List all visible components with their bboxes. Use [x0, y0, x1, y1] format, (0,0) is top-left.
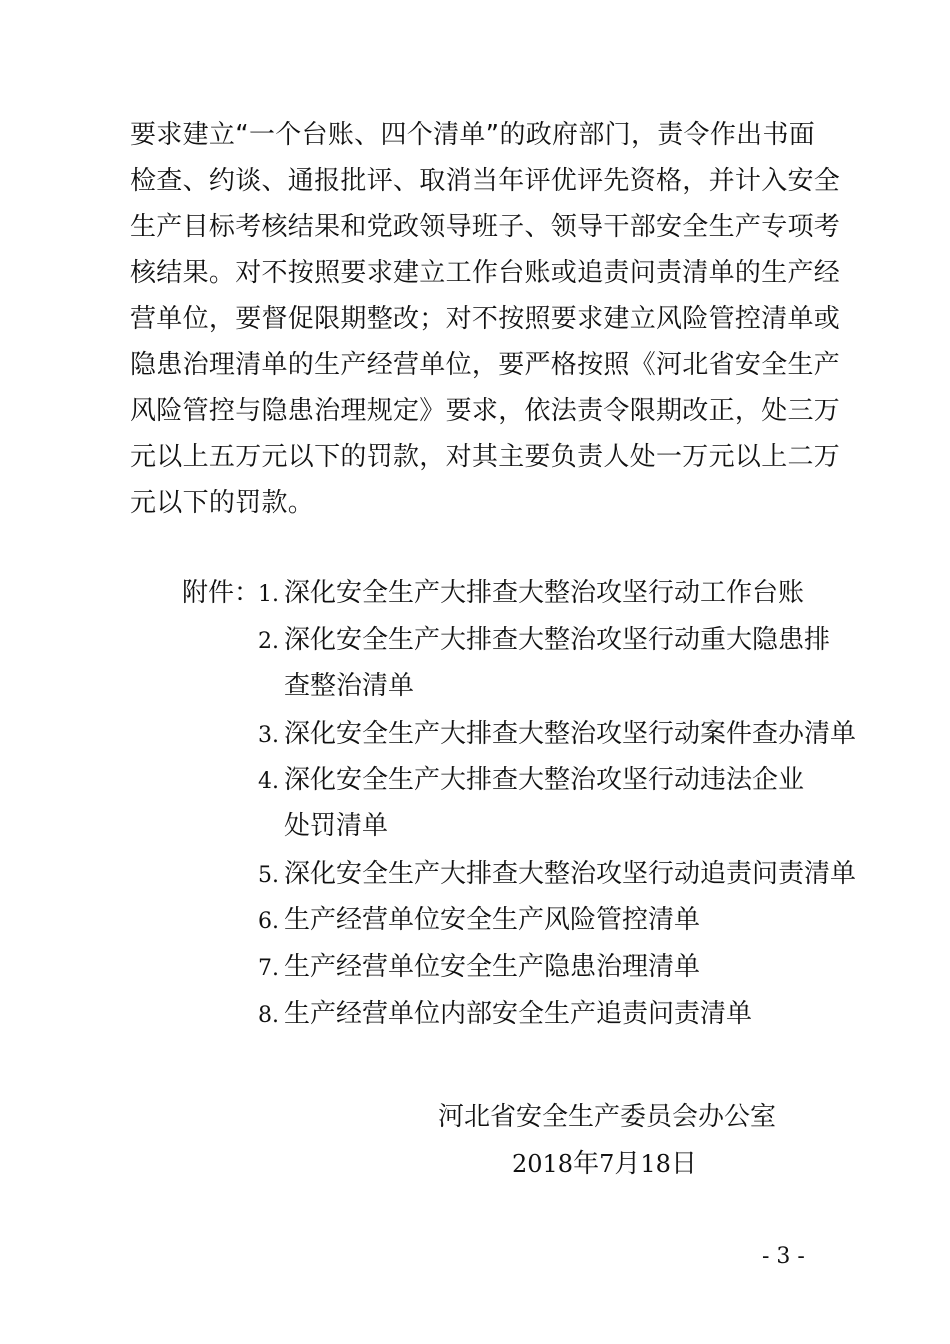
date-month-unit: 月 — [614, 1149, 641, 1179]
date-day: 18 — [640, 1150, 671, 1178]
attachment-title: 生产经营单位安全生产风险管控清单 — [284, 905, 701, 935]
body-line: 元以上五万元以下的罚款，对其主要负责人处一万元以上二万 — [130, 442, 841, 472]
attachment-item — [258, 944, 700, 992]
date-day-unit: 日 — [670, 1149, 697, 1179]
body-line: 检查、约谈、通报批评、取消当年评优评先资格，并计入安全 — [130, 166, 841, 196]
date-year: 2018 — [512, 1150, 574, 1178]
body-line: 风险管控与隐患治理规定》要求，依法责令限期改正，处三万 — [130, 396, 841, 426]
attachment-number: 2. — [258, 629, 279, 654]
attachment-item — [258, 711, 856, 759]
issue-date — [512, 1141, 697, 1187]
body-line: 隐患治理清单的生产经营单位，要严格按照《河北省安全生产 — [130, 350, 841, 380]
attachment-title-cont: 查整治清单 — [284, 671, 415, 701]
attachments-label: 附件： — [182, 578, 261, 608]
attachment-title: 深化安全生产大排查大整治攻坚行动工作台账 — [284, 578, 805, 608]
date-month: 7 — [599, 1150, 615, 1178]
attachment-title: 深化安全生产大排查大整治攻坚行动追责问责清单 — [284, 859, 857, 889]
body-line: 营单位，要督促限期整改；对不按照要求建立风险管控清单或 — [130, 304, 841, 334]
attachment-number: 5. — [258, 863, 279, 888]
attachment-item — [258, 617, 830, 709]
body-line: 核结果。对不按照要求建立工作台账或追责问责清单的生产经 — [130, 258, 841, 288]
attachment-number: 1. — [258, 582, 279, 607]
attachment-title: 生产经营单位内部安全生产追责问责清单 — [284, 999, 753, 1029]
attachment-number: 4. — [258, 769, 279, 794]
page-number: - 3 - — [762, 1244, 805, 1269]
attachment-number: 3. — [258, 723, 279, 748]
body-line: 生产目标考核结果和党政领导班子、领导干部安全生产专项考 — [130, 212, 841, 242]
attachment-title: 深化安全生产大排查大整治攻坚行动违法企业 — [284, 765, 805, 795]
attachment-number: 7. — [258, 956, 279, 981]
attachment-item — [258, 757, 804, 849]
body-line: 元以下的罚款。 — [130, 488, 315, 518]
attachment-title-cont: 处罚清单 — [284, 811, 389, 841]
attachment-item — [258, 991, 752, 1039]
body-paragraph — [130, 112, 841, 526]
body-line: 要求建立“一个台账、四个清单”的政府部门，责令作出书面 — [130, 120, 816, 150]
issuing-organization: 河北省安全生产委员会办公室 — [438, 1102, 777, 1132]
attachment-number: 6. — [258, 909, 279, 934]
attachment-item — [258, 570, 804, 618]
attachment-item — [258, 897, 700, 945]
date-year-unit: 年 — [573, 1149, 600, 1179]
attachment-title: 生产经营单位安全生产隐患治理清单 — [284, 952, 701, 982]
attachment-item — [258, 851, 856, 899]
attachment-number: 8. — [258, 1003, 279, 1028]
attachment-title: 深化安全生产大排查大整治攻坚行动重大隐患排 — [284, 625, 831, 655]
attachment-title: 深化安全生产大排查大整治攻坚行动案件查办清单 — [284, 719, 857, 749]
